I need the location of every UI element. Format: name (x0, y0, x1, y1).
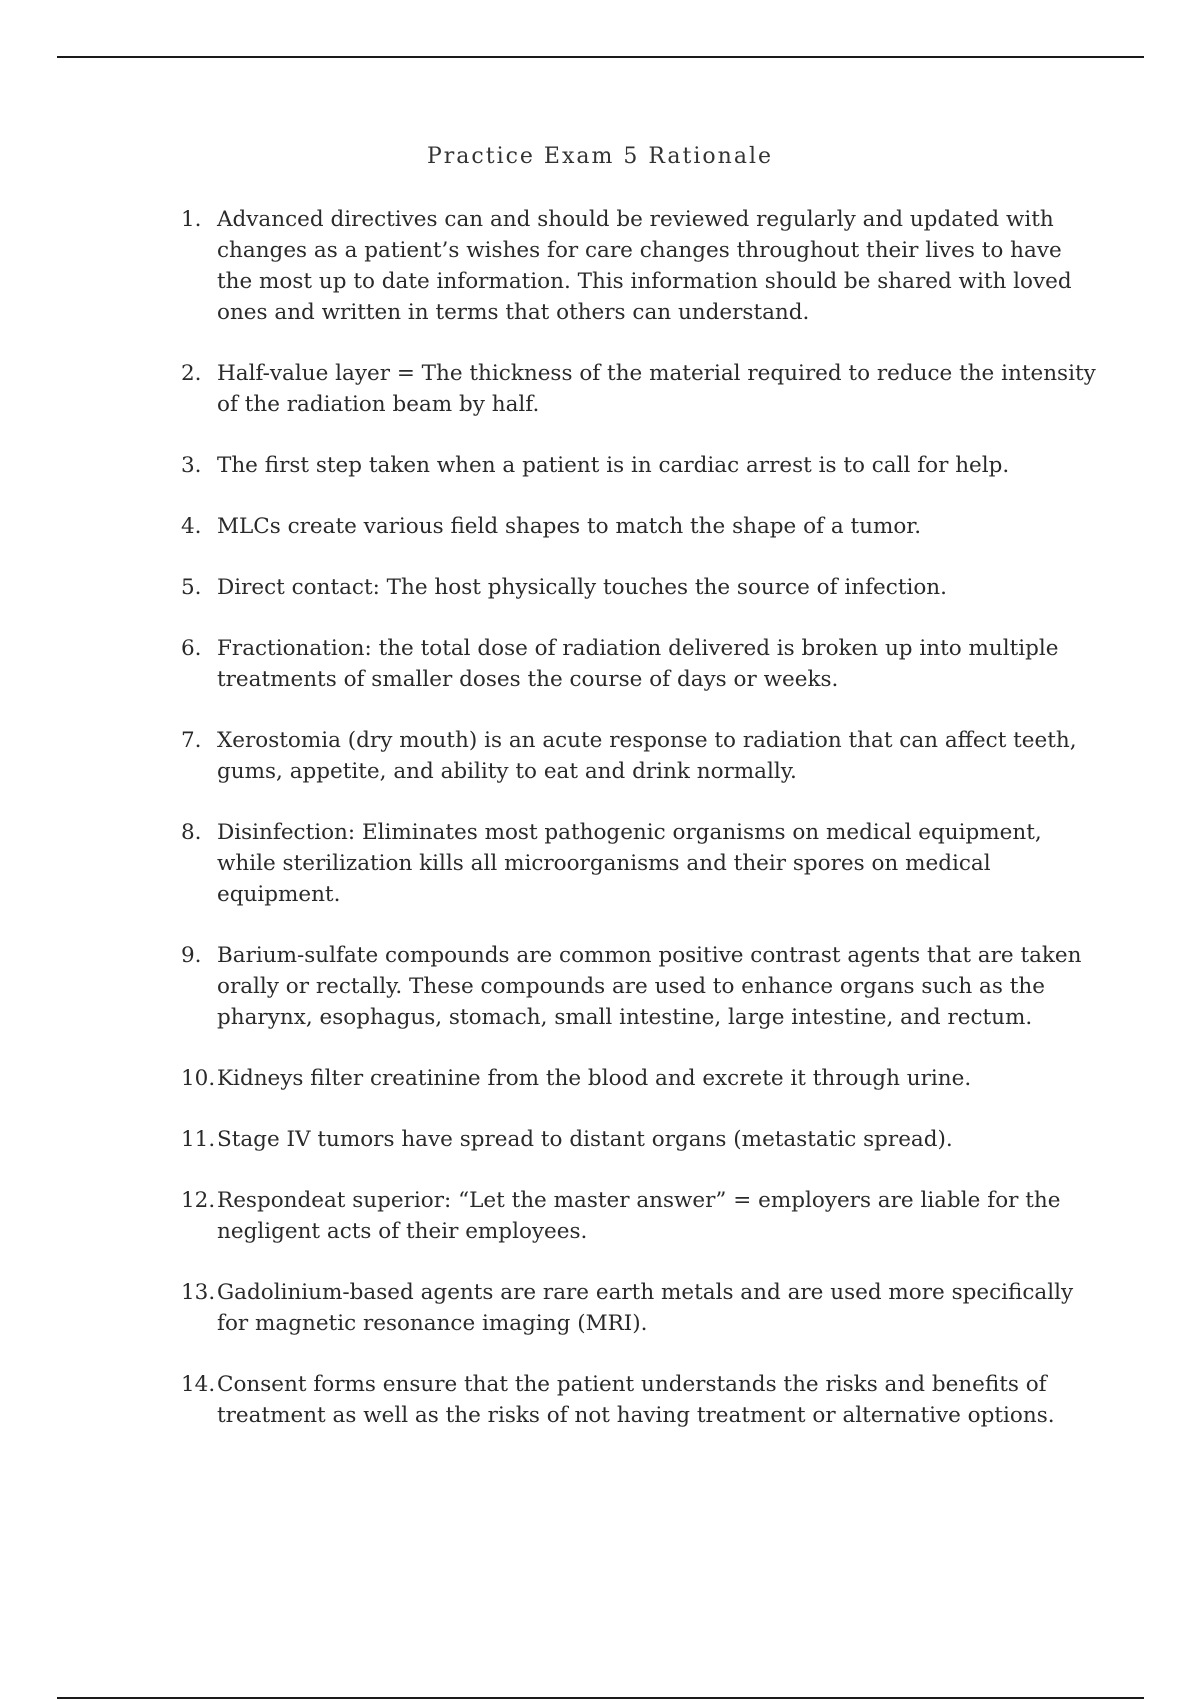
list-item (181, 204, 1101, 328)
list-item (181, 817, 1101, 910)
item-number: 5. (181, 575, 202, 600)
item-text: MLCs create various field shapes to match the shape of a tumor. (217, 514, 922, 539)
item-text: Kidneys filter creatinine from the blood and excrete it through urine. (217, 1066, 972, 1091)
rationale-list (181, 204, 1101, 1461)
item-number: 13. (181, 1280, 216, 1305)
item-number: 4. (181, 514, 202, 539)
item-text: Advanced directives can and should be reviewed regularly and updated with changes as a patient’s wishes for care changes throughout their lives to have the most up to date information. This information should be shared with loved ones and written in terms that others can understand. (217, 207, 1072, 325)
top-rule (57, 56, 1144, 58)
page-title: Practice Exam 5 Rationale (426, 144, 774, 169)
item-number: 6. (181, 636, 202, 661)
item-number: 14. (181, 1372, 216, 1397)
item-text: Stage IV tumors have spread to distant organs (metastatic spread). (217, 1127, 953, 1152)
list-item (181, 1063, 1101, 1094)
item-text: Barium-sulfate compounds are common positive contrast agents that are taken orally or rectally. These compounds are used to enhance organs such as the pharynx, esophagus, stomach, small intestine, large intestine, and rectum. (217, 943, 1082, 1030)
item-number: 11. (181, 1127, 216, 1152)
item-number: 8. (181, 820, 202, 845)
item-text: The first step taken when a patient is in cardiac arrest is to call for help. (217, 453, 1010, 478)
item-text: Respondeat superior: “Let the master answer” = employers are liable for the negligent acts of their employees. (217, 1188, 1061, 1244)
item-number: 9. (181, 943, 202, 968)
item-number: 3. (181, 453, 202, 478)
item-number: 10. (181, 1066, 216, 1091)
item-text: Fractionation: the total dose of radiation delivered is broken up into multiple treatments of smaller doses the course of days or weeks. (217, 636, 1059, 692)
item-number: 7. (181, 728, 202, 753)
item-text: Half-value layer = The thickness of the material required to reduce the intensity of the radiation beam by half. (217, 361, 1096, 417)
item-text: Direct contact: The host physically touches the source of infection. (217, 575, 947, 600)
item-text: Gadolinium-based agents are rare earth metals and are used more specifically for magnetic resonance imaging (MRI). (217, 1280, 1074, 1336)
list-item (181, 725, 1101, 787)
list-item (181, 511, 1101, 542)
item-text: Xerostomia (dry mouth) is an acute response to radiation that can affect teeth, gums, appetite, and ability to eat and drink normally. (217, 728, 1077, 784)
list-item (181, 940, 1101, 1033)
list-item (181, 1277, 1101, 1339)
item-text: Consent forms ensure that the patient understands the risks and benefits of treatment as well as the risks of not having treatment or alternative options. (217, 1372, 1055, 1428)
item-text: Disinfection: Eliminates most pathogenic organisms on medical equipment, while sterilization kills all microorganisms and their spores on medical equipment. (217, 820, 1042, 907)
list-item (181, 1369, 1101, 1431)
item-number: 2. (181, 361, 202, 386)
list-item (181, 1185, 1101, 1247)
list-item (181, 450, 1101, 481)
bottom-rule (57, 1697, 1144, 1699)
list-item (181, 358, 1101, 420)
item-number: 12. (181, 1188, 216, 1213)
item-number: 1. (181, 207, 202, 232)
list-item (181, 1124, 1101, 1155)
list-item (181, 633, 1101, 695)
list-item (181, 572, 1101, 603)
